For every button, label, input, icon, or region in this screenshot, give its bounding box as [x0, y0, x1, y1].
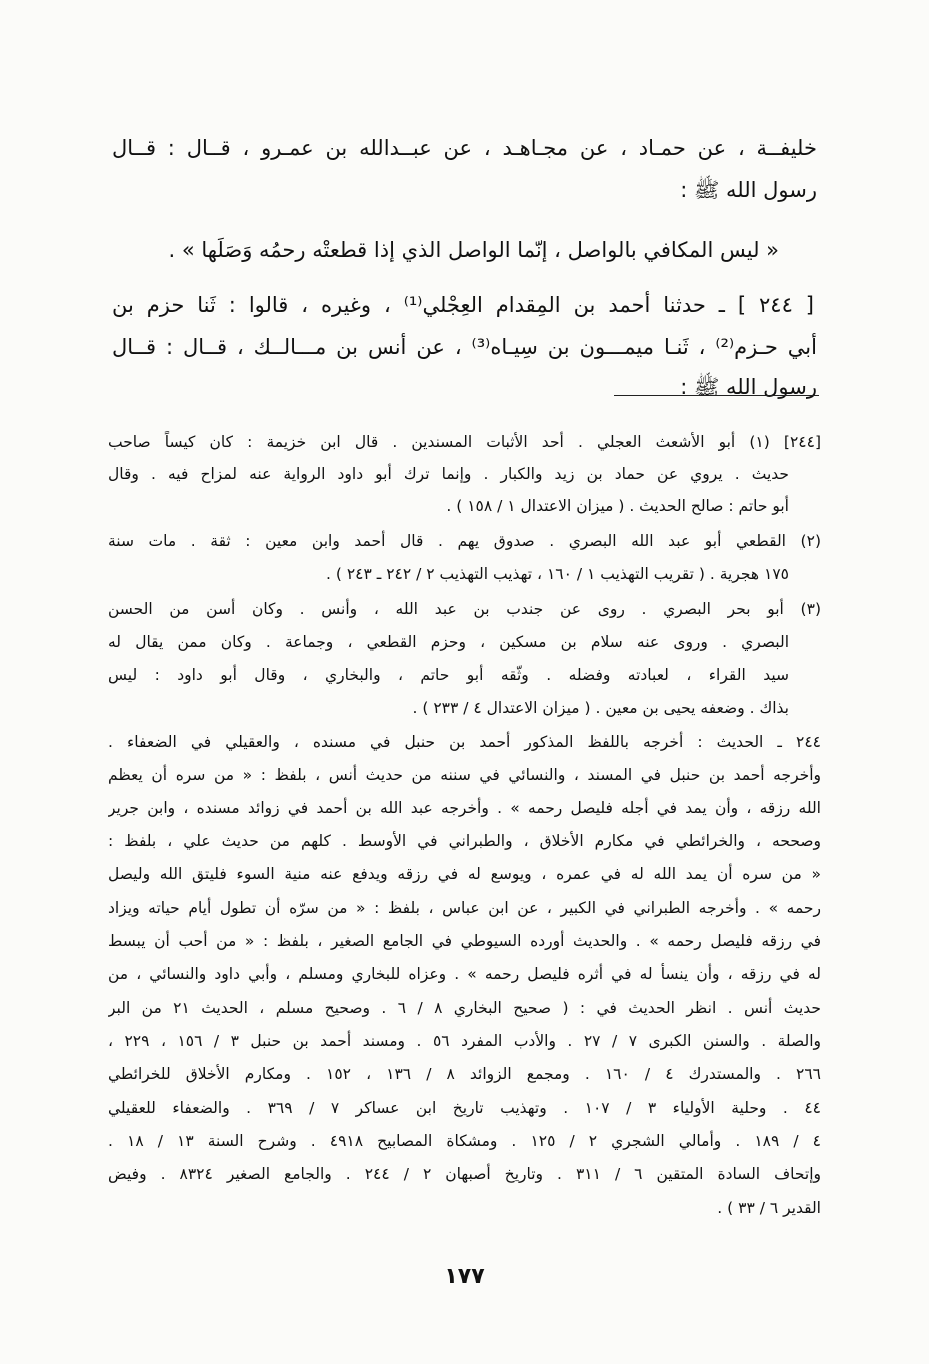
main-text-line: خليفــة ، عن حمـاد ، عن مجـاهـد ، عن عبــدالله بن عمـرو ، قــال : قــال [112, 136, 817, 160]
footnote-line: في رزقه فليصل رحمه » . والحديث أورده السيوطي في الجامع الصغير ، بلفظ : « من أحب أن يبسط [108, 932, 821, 950]
main-text-line: أبي حـزم⁽²⁾ ، ثَنـا ميمـــون بن سِيـاه⁽³⁾ ، عن أنس بن مـــالــك ، قــال : قــال [112, 335, 817, 359]
footnote-line: حديث أنس . انظر الحديث في : ( صحيح البخاري ٨ / ٦ . وصحيح مسلم ، الحديث ٢١ من البر [108, 999, 821, 1017]
footnote-line: ١٧٥ هجرية . ( تقريب التهذيب ١ / ١٦٠ ، تهذيب التهذيب ٢ / ٢٤٢ ـ ٢٤٣ ) . [325, 565, 789, 583]
page-number: ١٧٧ [444, 1264, 485, 1289]
footnote-line: ٢٦٦ . والمستدرك ٤ / ١٦٠ . ومجمع الزوائد ٨ / ١٣٦ ، ١٥٢ . ومكارم الأخلاق للخرائطي [108, 1065, 821, 1083]
footnote-separator [614, 395, 819, 396]
footnote-line: [٢٤٤] (١) أبو الأشعث العجلي . أحد الأثبات المسندين . قال ابن خزيمة : كان كيساً صاحب [108, 433, 821, 451]
footnote-line: سيد القراء ، لعبادته وفضله . وثّقه أبو حاتم ، والبخاري ، وقال أبو داود : ليس [108, 666, 789, 684]
footnote-line: البصري . وروى عنه سلام بن مسكين ، وحزم القطعي ، وجماعة . وكان ممن يقال له [108, 633, 789, 651]
hadith-source-line: ٢٤٤ ـ الحديث : أخرجه باللفظ المذكور أحمد بن حنبل في مسنده ، والعقيلي في الضعفاء . [108, 733, 821, 751]
footnote-line: وأخرجه أحمد بن حنبل في المسند ، والنسائي في سننه من حديث أنس ، بلفظ : « من سره أن يعظم [108, 766, 821, 784]
hadith-quote-line: « ليس المكافي بالواصل ، إنّما الواصل الذي إذا قطعتْه رحمُه وَصَلَها » . [168, 238, 779, 262]
footnote-line: له في رزقه ، وأن ينسأ له في أثره فليصل رحمه » . وعزاه للبخاري ومسلم ، وأبي داود والنسائي ، من [108, 965, 821, 983]
main-text-line: رسول الله ﷺ : [680, 178, 817, 202]
footnote-line: (٣) أبو بحر البصري . روى عن جندب بن عبد الله ، وأنس . وكان أسن من الحسن [108, 600, 821, 618]
footnote-line: وصححه ، والخرائطي في مكارم الأخلاق ، والطبراني في الأوسط . كلهم من حديث علي ، بلفظ : [108, 832, 821, 850]
footnote-line: ٤ / ١٨٩ . وأمالي الشجري ٢ / ١٢٥ . ومشكاة المصابيح ٤٩١٨ . وشرح السنة ١٣ / ١٨ . [108, 1132, 821, 1150]
footnote-line: بذاك . وضعفه يحيى بن معين . ( ميزان الاعتدال ٤ / ٢٣٣ ) . [412, 699, 789, 717]
footnote-line: (٢) القطعي أبو عبد الله البصري . صدوق يهم . قال أحمد وابن معين : ثقة . مات سنة [108, 532, 821, 550]
footnote-line: والصلة . والسنن الكبرى ٧ / ٢٧ . والأدب المفرد ٥٦ . ومسند أحمد بن حنبل ٣ / ١٥٦ ، ٢٢٩ ، [108, 1032, 821, 1050]
footnote-line: أبو حاتم : صالح الحديث . ( ميزان الاعتدال ١ / ١٥٨ ) . [446, 497, 789, 515]
footnote-line: الله رزقه ، وأن يمد في أجله فليصل رحمه » . وأخرجه عبد الله بن أحمد في زوائد مسنده ، وابن جرير [108, 799, 821, 817]
main-text-line: [ ٢٤٤ ] ـ حدثنا أحمد بن المِقدام العِجْلي⁽¹⁾ ، وغيره ، قالوا : ثَنا حزم بن [112, 293, 814, 317]
footnote-line: القدير ٦ / ٣٣ ) . [717, 1199, 821, 1217]
footnote-line: حديث . يروي عن حماد بن زيد والكبار . وإنما ترك أبو داود الرواية عنه لمزاح فيه . وقال [108, 465, 789, 483]
footnote-line: ٤٤ . وحلية الأولياء ٣ / ١٠٧ . وتهذيب تاريخ ابن عساكر ٧ / ٣٦٩ . والضعفاء للعقيلي [108, 1099, 821, 1117]
footnote-line: رحمه » . وأخرجه الطبراني في الكبير ، عن ابن عباس ، بلفظ : « من سرّه أن تطول أيام حياته ويزاد [108, 899, 821, 917]
footnote-line: « من سره أن يمد الله له في عمره ، ويوسع له في رزقه ويدفع عنه منية السوء فليتق الله وليصل [108, 865, 821, 883]
main-text-line: رسول الله ﷺ : [680, 375, 817, 399]
footnote-line: وإتحاف السادة المتقين ٦ / ٣١١ . وتاريخ أصبهان ٢ / ٢٤٤ . والجامع الصغير ٨٣٢٤ . وفيض [108, 1165, 821, 1183]
